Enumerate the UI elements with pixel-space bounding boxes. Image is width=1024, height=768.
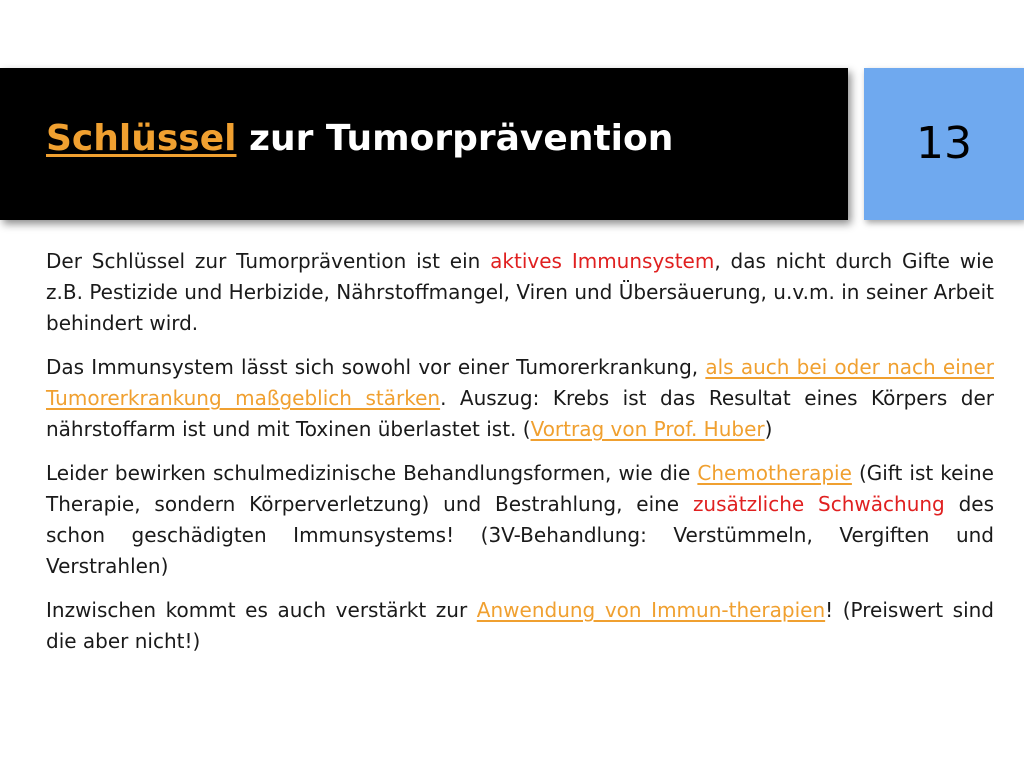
p1-text-2: , das nicht durch Gifte wie z.B. Pestizide und Herbizide, Nährstoffmangel, Viren und Übersäuerung, u.v.m. in seiner Arbeit behindert wird. [46, 249, 994, 335]
p2-text-3: ) [764, 417, 773, 441]
p1-highlight: aktives Immunsystem [490, 249, 715, 273]
paragraph-1 [46, 246, 994, 339]
title-link-schluessel[interactable]: Schlüssel [46, 118, 237, 159]
p4-text-1: Inzwischen kommt es auch verstärkt zur [46, 598, 477, 622]
slide-content [46, 246, 994, 670]
p3-text-2: (Gift ist keine Therapie, sondern Körperverletzung) und Bestrahlung, eine [46, 461, 994, 516]
title-text: zur Tumorprävention [236, 118, 674, 159]
slide-title [46, 118, 673, 159]
paragraph-2 [46, 352, 994, 445]
p3-text-1: Leider bewirken schulmedizinische Behandlungsformen, wie die [46, 461, 698, 485]
slide-number: 13 [916, 118, 972, 169]
paragraph-3 [46, 458, 994, 582]
p1-text-1: Der Schlüssel zur Tumorprävention ist ein [46, 249, 491, 273]
paragraph-4 [46, 595, 994, 657]
p4-text-2: ! (Preiswert sind die aber nicht!) [46, 598, 994, 653]
p3-link-chemotherapie[interactable]: Chemotherapie [697, 461, 852, 485]
p2-link-vortrag[interactable]: Vortrag von Prof. Huber [530, 417, 765, 441]
p3-text-3: des schon geschädigten Immunsystems! (3V-Behandlung: Verstümmeln, Vergiften und Verstrahlen) [46, 492, 994, 578]
p2-text-1: Das Immunsystem lässt sich sowohl vor einer Tumorerkrankung, [46, 355, 706, 379]
p3-highlight: zusätzliche Schwächung [692, 492, 945, 516]
p2-link-als-auch[interactable]: als auch bei oder nach einer Tumorerkrankung maßgeblich stärken [46, 355, 994, 410]
p4-link-immuntherapien[interactable]: Anwendung von Immun-therapien [476, 598, 826, 622]
p2-text-2: . Auszug: Krebs ist das Resultat eines Körpers der nährstoffarm ist und mit Toxinen überlastet ist. ( [46, 386, 994, 441]
